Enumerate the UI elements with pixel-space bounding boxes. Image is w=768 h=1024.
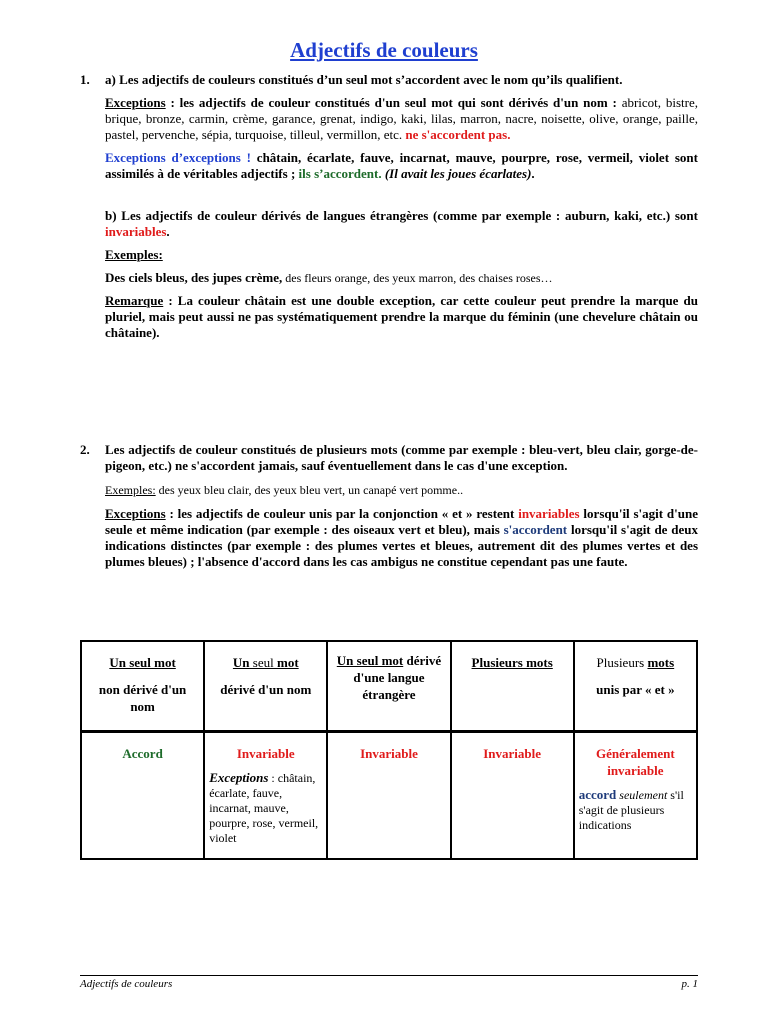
header-cell-4	[451, 641, 574, 731]
section-2-number: 2.	[80, 442, 90, 457]
exceptions-2-part2: lorsqu'il s'agit d'une seule et même indication (par exemple : des oiseaux vert et bleu), mais	[105, 506, 699, 537]
remark-label: Remarque	[105, 293, 164, 308]
page-title: Adjectifs de couleurs	[290, 38, 478, 62]
header-cell-1	[81, 641, 204, 731]
exc-exc-example: (Il avait les joues écarlates)	[384, 166, 532, 181]
exceptions-2-part1: : les adjectifs de couleur unis par la conjonction « et » restent	[165, 506, 519, 521]
rule-1a: a) Les adjectifs de couleurs constitués d’un seul mot s’accordent avec le nom qu’ils qualifient.	[105, 72, 623, 87]
body-5-detail-label: accord	[578, 786, 617, 802]
body-cell-4	[451, 731, 574, 859]
remark-paragraph	[105, 293, 698, 341]
body-2-value: Invariable	[236, 745, 295, 761]
header-5-title-b: mots	[647, 655, 675, 670]
examples-2	[105, 482, 698, 498]
header-1-sub: non dérivé d'un nom	[98, 682, 187, 714]
examples-bold: Des ciels bleus, des jupes crème,	[105, 270, 283, 285]
header-4-title: Plusieurs mots	[471, 655, 553, 670]
body-2-detail-text: : châtain, écarlate, fauve, incarnat, mauve, pourpre, rose, vermeil, violet	[209, 770, 319, 845]
exceptions-of-exceptions	[105, 150, 698, 182]
body-1-value: Accord	[122, 745, 163, 761]
exceptions-result: ne s'accordent pas.	[405, 127, 511, 142]
header-2-title-a: Un	[232, 655, 250, 670]
header-1-title: Un seul mot	[109, 655, 176, 670]
rule-1b	[105, 208, 698, 240]
header-2-title-b: seul	[249, 655, 277, 670]
exceptions-2-invariables: invariables	[518, 506, 580, 521]
exceptions-2	[105, 506, 698, 570]
footer-title: Adjectifs de couleurs	[80, 978, 173, 990]
examples-label: Exemples:	[105, 247, 163, 262]
summary-table	[80, 640, 698, 860]
header-2-title-c: mot	[276, 655, 299, 670]
body-5-detail-text: s'il s'agit de plusieurs indications	[578, 787, 684, 832]
rule-1b-intro: b) Les adjectifs de couleur dérivés de langues étrangères (comme par exemple : auburn, kaki, etc.) sont	[105, 208, 698, 223]
page-footer	[80, 975, 698, 990]
section-2	[105, 442, 698, 570]
examples-2-text: des yeux bleu clair, des yeux bleu vert, un canapé vert pomme..	[155, 483, 464, 497]
rule-2: Les adjectifs de couleur constitués de plusieurs mots (comme par exemple : bleu-vert, bleu clair, gorge-de-pigeon, etc.) ne s'accordent jamais, sauf éventuellement dans le cas d'une exception.	[105, 442, 698, 473]
body-cell-1	[81, 731, 204, 859]
body-5-value: Généralement invariable	[596, 745, 675, 778]
body-5-detail	[579, 787, 692, 833]
exceptions-2-accordent: s'accordent	[503, 522, 568, 537]
examples-2-label: Exemples:	[105, 483, 156, 497]
header-2-sub: dérivé d'un nom	[220, 682, 312, 697]
section-1-number: 1.	[80, 72, 90, 87]
body-2-detail-label: Exceptions	[209, 769, 269, 785]
header-5-title-a: Plusieurs	[596, 655, 648, 670]
footer-page-number: p. 1	[681, 978, 698, 990]
table-header-row	[81, 641, 697, 731]
rule-1b-end: .	[166, 224, 170, 239]
body-2-detail	[209, 770, 322, 846]
exc-exc-text: châtain, écarlate, fauve, incarnat, mauve, pourpre, rose, vermeil, violet sont assimilés à de véritables adjectifs ;	[105, 150, 698, 181]
table-body-row	[81, 731, 697, 859]
header-3-title: Un seul mot	[336, 653, 404, 668]
rule-1b-result: invariables	[105, 224, 167, 239]
exc-exc-result: ils s’accordent.	[298, 166, 382, 181]
exceptions-paragraph	[105, 95, 698, 143]
header-cell-5	[574, 641, 697, 731]
body-cell-3	[327, 731, 450, 859]
header-cell-3	[327, 641, 450, 731]
body-5-detail-italic: seulement	[616, 787, 668, 802]
exceptions-2-part3: lorsqu'il s'agit de deux indications distinctes (par exemple : des plumes vertes et bleues, autrement dit des plumes vertes et des plumes bleues) ; l'absence d'accord dans les cas ambigus ne constitue cependant pas une faute.	[105, 522, 699, 569]
exceptions-list: abricot, bistre, brique, bronze, carmin, crème, garance, grenat, indigo, kaki, lilas, marron, nacre, noisette, olive, orange, paille, pastel, pervenche, sépia, turquoise, tilleul, vermillon, etc.	[105, 95, 698, 142]
exceptions-intro: : les adjectifs de couleur constitués d'un seul mot qui sont dérivés d'un nom :	[165, 95, 617, 110]
section-1	[105, 72, 698, 341]
body-cell-2	[204, 731, 327, 859]
exceptions-2-label: Exceptions	[105, 506, 166, 521]
header-5-sub: unis par « et »	[596, 682, 675, 697]
exceptions-label: Exceptions	[105, 95, 166, 110]
examples-line	[105, 270, 698, 286]
header-cell-2	[204, 641, 327, 731]
remark-text: : La couleur châtain est une double exception, car cette couleur peut prendre la marque du pluriel, mais peut aussi ne pas systématiquement prendre la marque du féminin (une chevelure châtain ou châtaine).	[105, 293, 698, 340]
header-3-sub: dérivé d'une langue étrangère	[353, 653, 442, 702]
exc-exc-label: Exceptions d’exceptions !	[105, 150, 251, 165]
body-3-value: Invariable	[360, 745, 418, 761]
body-cell-5	[574, 731, 697, 859]
exc-exc-end: .	[531, 166, 535, 181]
examples-light: des fleurs orange, des yeux marron, des chaises roses…	[282, 271, 553, 285]
body-4-value: Invariable	[483, 745, 542, 761]
